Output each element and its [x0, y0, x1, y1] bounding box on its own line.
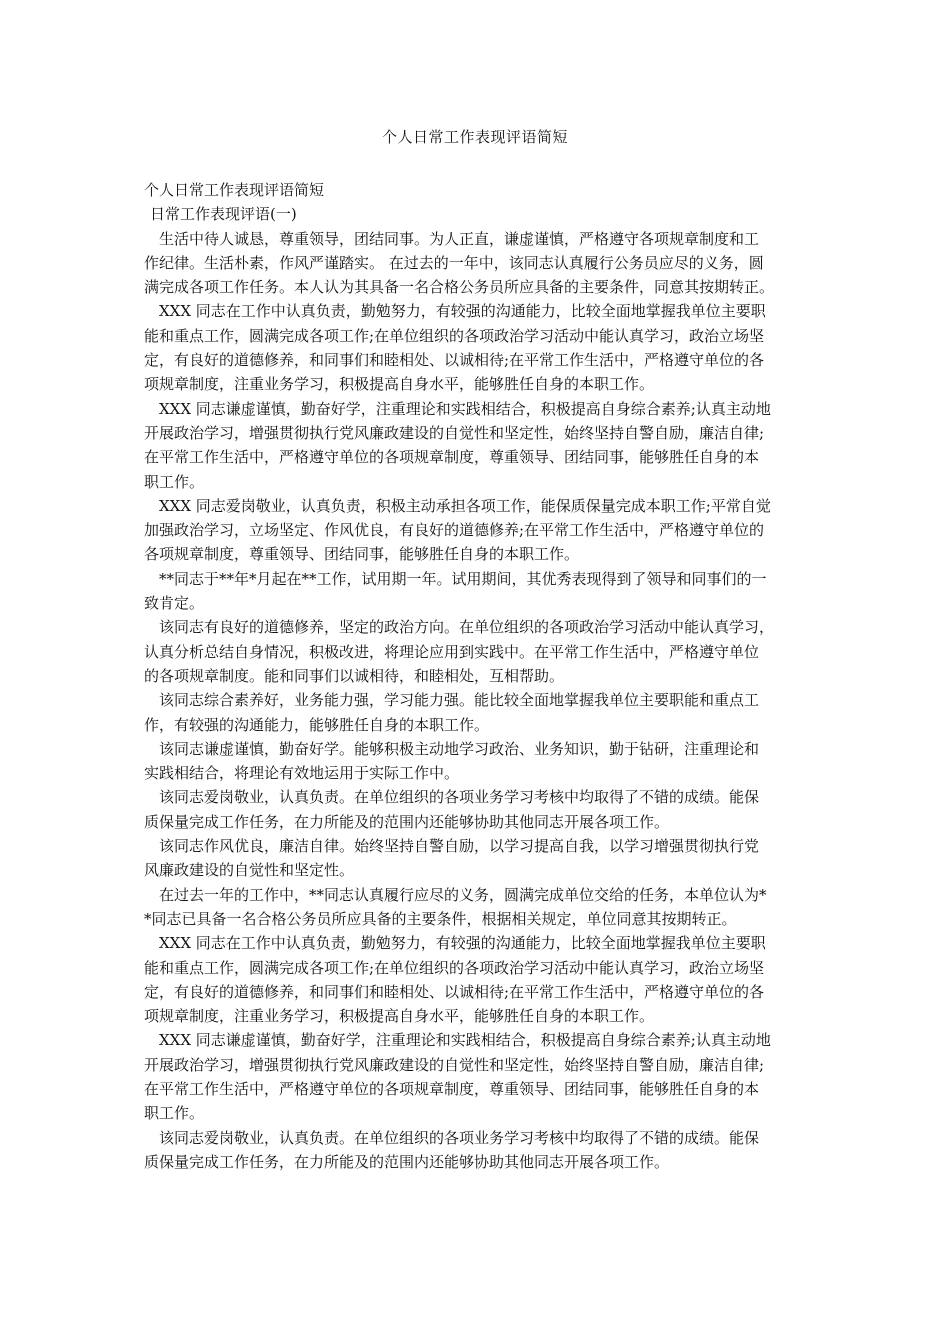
paragraph-line: XXX 同志在工作中认真负责，勤勉努力，有较强的沟通能力，比较全面地掌握我单位主要职	[159, 302, 766, 321]
paragraph	[144, 397, 809, 494]
document-heading: 个人日常工作表现评语简短	[144, 181, 325, 199]
paragraph-line: 在平常工作生活中，严格遵守单位的各项规章制度，尊重领导、团结同事，能够胜任自身的本	[144, 448, 760, 467]
document-body	[144, 178, 809, 1174]
paragraph-line: 实践相结合，将理论有效地运用于实际工作中。	[144, 764, 460, 783]
paragraph-line: 职工作。	[144, 1104, 205, 1123]
document-title: 个人日常工作表现评语简短	[381, 128, 568, 146]
paragraph-line: XXX 同志爱岗敬业，认真负责，积极主动承担各项工作，能保质保量完成本职工作;平常自觉	[159, 496, 771, 515]
paragraph	[144, 785, 809, 834]
paragraph-line: 开展政治学习，增强贯彻执行党风廉政建设的自觉性和坚定性，始终坚持自警自励，廉洁自律;	[144, 423, 765, 442]
paragraph-line: 该同志有良好的道德修养，坚定的政治方向。在单位组织的各项政治学习活动中能认真学习，	[159, 618, 775, 637]
paragraph-line: 生活中待人诚恳，尊重领导，团结同事。为人正直，谦虚谨慎，严格遵守各项规章制度和工	[159, 229, 760, 248]
paragraph-line: XXX 同志谦虚谨慎，勤奋好学，注重理论和实践相结合，积极提高自身综合素养;认真主动地	[159, 1031, 771, 1050]
paragraph-line: 在过去一年的工作中，**同志认真履行应尽的义务，圆满完成单位交给的任务，本单位认为*	[159, 885, 767, 904]
paragraph-line: *同志已具备一名合格公务员所应具备的主要条件，根据相关规定，单位同意其按期转正。	[144, 909, 737, 928]
paragraph	[144, 1126, 809, 1175]
paragraph	[144, 737, 809, 786]
paragraph-line: 质保量完成工作任务，在力所能及的范围内还能够协助其他同志开展各项工作。	[144, 812, 670, 831]
paragraph-line: 该同志综合素养好，业务能力强，学习能力强。能比较全面地掌握我单位主要职能和重点工	[159, 691, 760, 710]
paragraph-line: 该同志爱岗敬业，认真负责。在单位组织的各项业务学习考核中均取得了不错的成绩。能保	[159, 788, 760, 807]
document-subheading: 日常工作表现评语(一)	[150, 205, 297, 224]
paragraph	[144, 299, 809, 396]
paragraph-line: 致肯定。	[144, 594, 205, 613]
paragraph-line: 开展政治学习，增强贯彻执行党风廉政建设的自觉性和坚定性，始终坚持自警自励，廉洁自律;	[144, 1055, 765, 1074]
paragraph	[144, 834, 809, 883]
paragraph	[144, 883, 809, 932]
paragraph	[144, 1028, 809, 1125]
paragraph-line: 加强政治学习，立场坚定、作风优良，有良好的道德修养;在平常工作生活中，严格遵守单位的	[144, 521, 765, 540]
paragraph-line: 定，有良好的道德修养，和同事们和睦相处、以诚相待;在平常工作生活中，严格遵守单位的各	[144, 351, 765, 370]
paragraph-line: 项规章制度，注重业务学习，积极提高自身水平，能够胜任自身的本职工作。	[144, 375, 655, 394]
paragraph-line: **同志于**年*月起在**工作，试用期一年。试用期间，其优秀表现得到了领导和同事们的一	[159, 569, 767, 588]
paragraph	[144, 494, 809, 567]
paragraph-line: 能和重点工作，圆满完成各项工作;在单位组织的各项政治学习活动中能认真学习，政治立场坚	[144, 958, 765, 977]
paragraph-line: XXX 同志在工作中认真负责，勤勉努力，有较强的沟通能力，比较全面地掌握我单位主要职	[159, 934, 766, 953]
paragraph	[144, 567, 809, 616]
paragraph-line: 职工作。	[144, 472, 205, 491]
paragraph	[144, 688, 809, 737]
paragraph-line: 定，有良好的道德修养，和同事们和睦相处、以诚相待;在平常工作生活中，严格遵守单位的各	[144, 982, 765, 1001]
paragraph-line: 质保量完成工作任务，在力所能及的范围内还能够协助其他同志开展各项工作。	[144, 1152, 670, 1171]
paragraph-line: 该同志爱岗敬业，认真负责。在单位组织的各项业务学习考核中均取得了不错的成绩。能保	[159, 1128, 760, 1147]
paragraph	[144, 931, 809, 1028]
paragraph-line: 能和重点工作，圆满完成各项工作;在单位组织的各项政治学习活动中能认真学习，政治立场坚	[144, 326, 765, 345]
paragraph	[144, 227, 809, 300]
paragraph-line: 该同志谦虚谨慎，勤奋好学。能够积极主动地学习政治、业务知识，勤于钻研，注重理论和	[159, 739, 760, 758]
paragraph-line: 满完成各项工作任务。本人认为其具备一名合格公务员所应具备的主要条件，同意其按期转正。	[144, 278, 775, 297]
paragraph-list	[144, 227, 809, 1175]
paragraph-line: 认真分析总结自身情况，积极改进，将理论应用到实践中。在平常工作生活中，严格遵守单位	[144, 642, 760, 661]
paragraph-line: 该同志作风优良，廉洁自律。始终坚持自警自励，以学习提高自我，以学习增强贯彻执行党	[159, 837, 760, 856]
paragraph-line: 在平常工作生活中，严格遵守单位的各项规章制度，尊重领导、团结同事，能够胜任自身的本	[144, 1079, 760, 1098]
paragraph-line: 作纪律。生活朴素，作风严谨踏实。 在过去的一年中，该同志认真履行公务员应尽的义务，圆	[144, 253, 764, 272]
paragraph-line: 各项规章制度，尊重领导、团结同事，能够胜任自身的本职工作。	[144, 545, 580, 564]
paragraph-line: 风廉政建设的自觉性和坚定性。	[144, 861, 355, 880]
paragraph-line: 的各项规章制度。能和同事们以诚相待，和睦相处，互相帮助。	[144, 666, 565, 685]
paragraph-line: 项规章制度，注重业务学习，积极提高自身水平，能够胜任自身的本职工作。	[144, 1007, 655, 1026]
paragraph-line: XXX 同志谦虚谨慎，勤奋好学，注重理论和实践相结合，积极提高自身综合素养;认真主动地	[159, 399, 771, 418]
paragraph-line: 作，有较强的沟通能力，能够胜任自身的本职工作。	[144, 715, 490, 734]
paragraph	[144, 615, 809, 688]
